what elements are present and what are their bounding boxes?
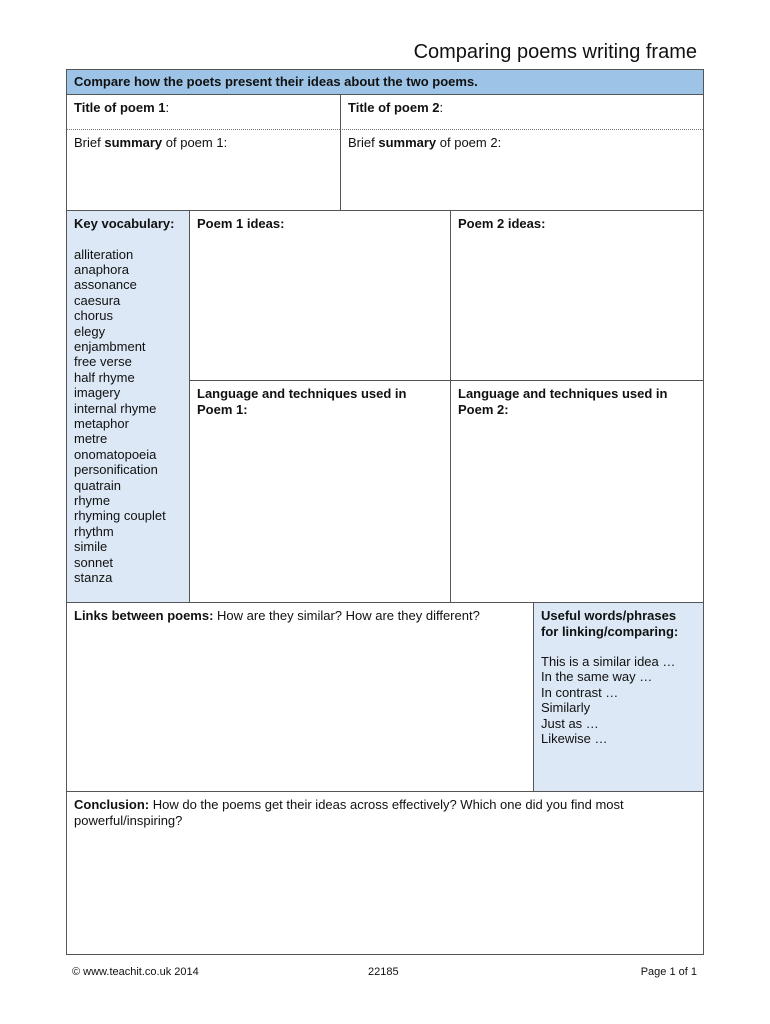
title-poem2-colon: : (439, 100, 444, 115)
summary-poem1-bold: summary (104, 135, 163, 150)
summary-poem2-suffix: of poem 2: (436, 135, 502, 150)
vocab-item: onomatopoeia (74, 446, 157, 462)
vocab-item: quatrain (74, 477, 121, 493)
vocabulary-list (74, 247, 182, 586)
vocab-item: imagery (74, 385, 121, 401)
summary-poem1-prefix: Brief (74, 135, 105, 150)
vocab-item: metre (74, 431, 108, 447)
phrase-item: Similarly (541, 700, 591, 716)
vocab-item: enjambment (74, 338, 146, 354)
links-prompt: How are they similar? How are they different? (213, 608, 480, 623)
summary-poem2-prefix: Brief (348, 135, 379, 150)
links-label: Links between poems: (74, 608, 214, 623)
writing-frame (66, 69, 704, 955)
vocab-item: alliteration (74, 246, 134, 262)
footer-copyright: © www.teachit.co.uk 2014 (72, 966, 199, 978)
title-poem1-colon: : (165, 100, 170, 115)
key-vocabulary-heading: Key vocabulary: (74, 216, 175, 231)
summary-poem2-bold: summary (378, 135, 437, 150)
vocab-item: rhythm (74, 523, 114, 539)
vocab-item: internal rhyme (74, 400, 157, 416)
phrase-list (541, 654, 696, 746)
phrase-item: In contrast … (541, 684, 619, 700)
phrase-item: In the same way … (541, 669, 653, 685)
vocab-item: caesura (74, 292, 121, 308)
conclusion-prompt: How do the poems get their ideas across effectively? Which one did you find most powerful/inspiring? (74, 797, 624, 828)
document-title: Comparing poems writing frame (413, 41, 697, 63)
vocab-item: rhyming couplet (74, 508, 166, 524)
summary-poem1-field[interactable] (67, 129, 340, 210)
vocab-item: simile (74, 539, 108, 555)
summary-poem1-suffix: of poem 1: (162, 135, 228, 150)
phrase-item: This is a similar idea … (541, 654, 676, 669)
vocab-item: assonance (74, 277, 137, 293)
links-between-poems-field[interactable] (67, 602, 533, 791)
language-poem1-field[interactable]: Language and techniques used in Poem 1: (189, 380, 450, 602)
vocab-item: chorus (74, 308, 114, 324)
title-poem1-label: Title of poem 1 (74, 100, 166, 115)
vocab-item: personification (74, 462, 158, 478)
vocab-item: anaphora (74, 261, 129, 277)
vocab-item: elegy (74, 323, 106, 339)
vocab-item: sonnet (74, 554, 114, 570)
phrase-item: Just as … (541, 715, 599, 731)
poem1-ideas-field[interactable]: Poem 1 ideas: (189, 210, 450, 380)
title-poem2-label: Title of poem 2 (348, 100, 440, 115)
conclusion-field[interactable] (67, 791, 703, 954)
vocab-item: metaphor (74, 415, 129, 431)
vocab-item: rhyme (74, 493, 111, 508)
conclusion-label: Conclusion: (74, 797, 150, 812)
vocab-item: half rhyme (74, 369, 135, 385)
title-poem1-field[interactable] (67, 94, 340, 129)
footer-page-number: Page 1 of 1 (640, 966, 697, 978)
title-poem2-field[interactable] (340, 94, 703, 129)
useful-phrases-panel (533, 602, 703, 791)
footer-code: 22185 (368, 966, 399, 978)
vocab-item: free verse (74, 354, 132, 370)
useful-phrases-heading: Useful words/phrases for linking/comparing: (541, 608, 679, 639)
instruction-bar: Compare how the poets present their ideas about the two poems. (67, 70, 703, 94)
vocab-item: stanza (74, 570, 113, 586)
summary-poem2-field[interactable] (340, 129, 703, 210)
language-poem2-field[interactable]: Language and techniques used in Poem 2: (450, 380, 703, 602)
poem2-ideas-field[interactable]: Poem 2 ideas: (450, 210, 703, 380)
phrase-item: Likewise … (541, 731, 608, 747)
key-vocabulary-panel (67, 210, 189, 602)
